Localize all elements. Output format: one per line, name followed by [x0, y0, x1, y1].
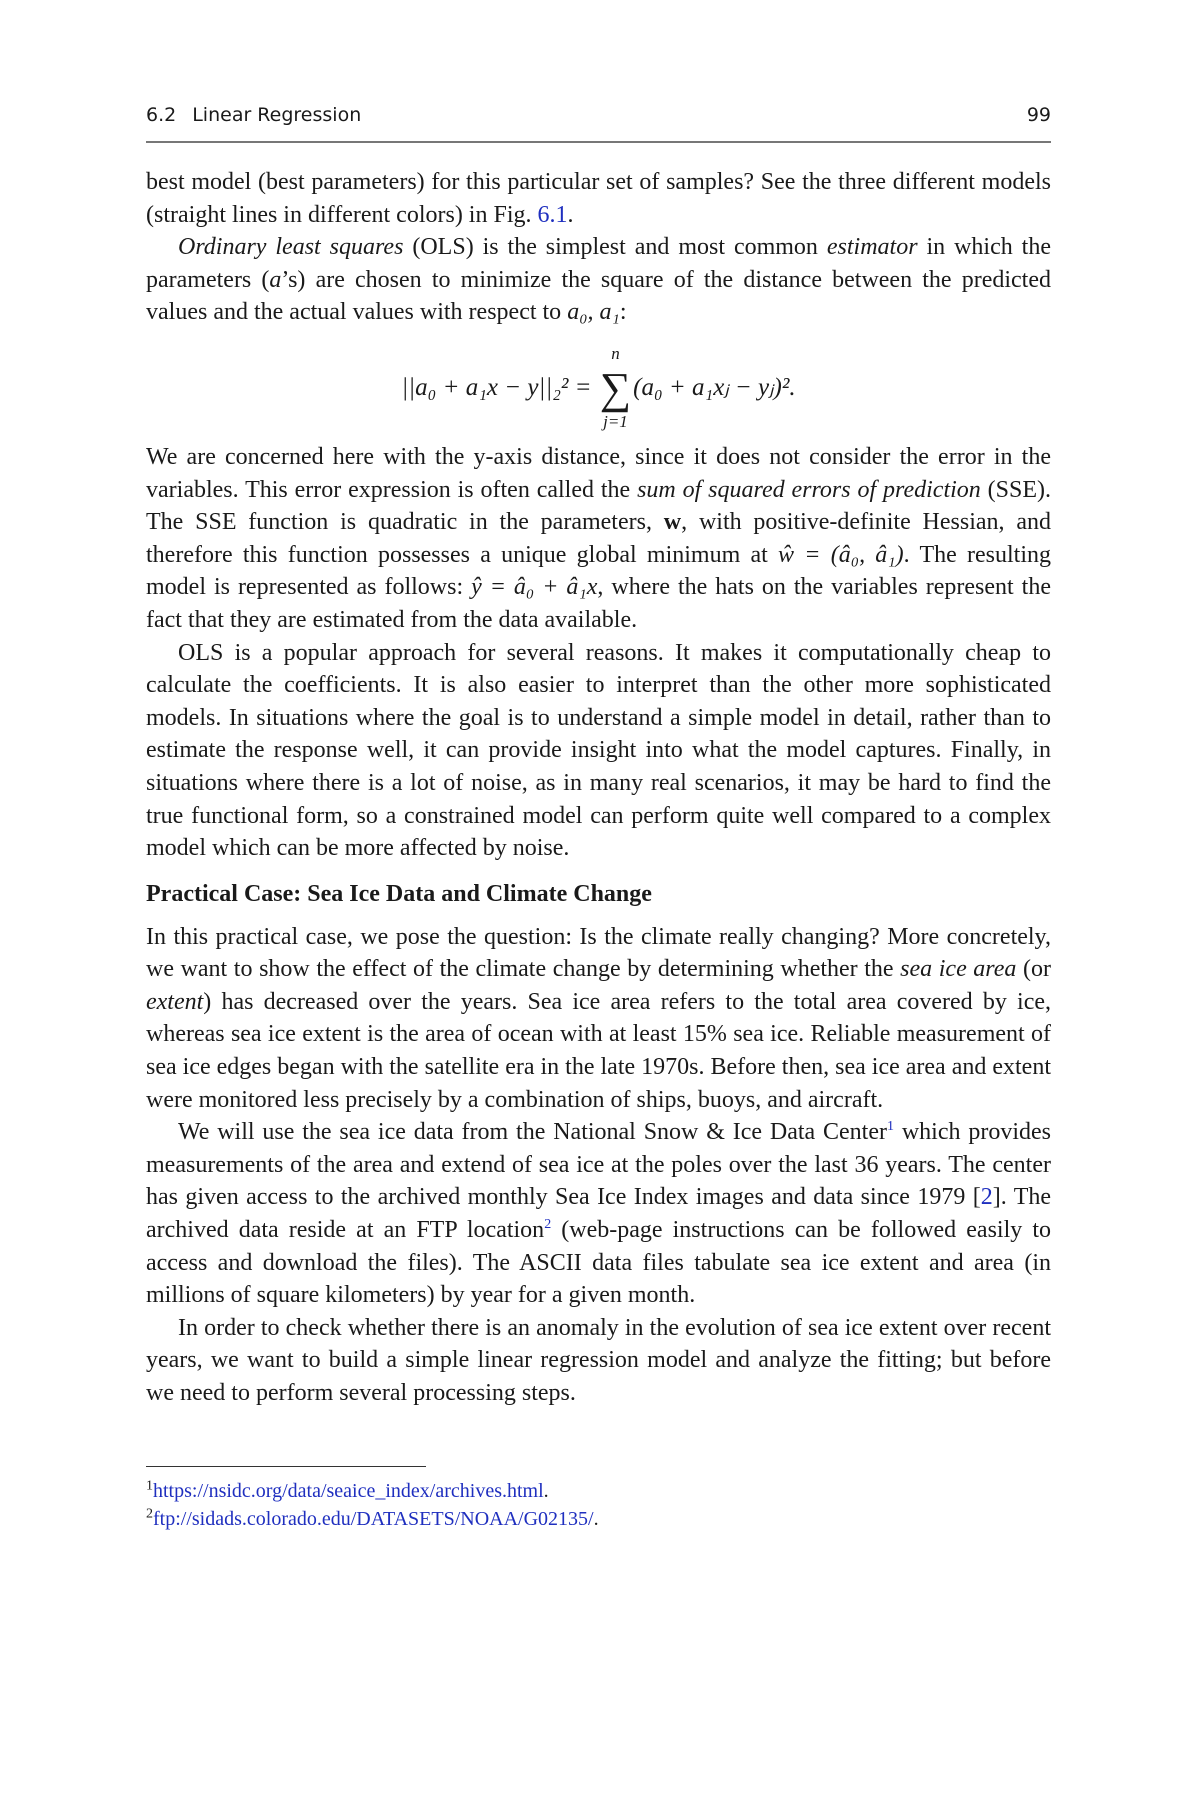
text: ’s) are chosen to minimize the square of the distance between the predicted values and the actual values with respect to — [146, 266, 1052, 326]
equation-rhs: (a₀ + a₁xⱼ − yⱼ)². — [633, 373, 796, 401]
text: in which the parameters ( — [146, 234, 1051, 293]
term-ols: Ordinary least squares — [178, 234, 404, 261]
sum-lower: j=1 — [603, 411, 628, 431]
text: : — [619, 299, 627, 326]
page-number: 99 — [1026, 104, 1051, 126]
paragraph-5 — [146, 921, 1051, 1117]
footnote-1 — [146, 1477, 1051, 1505]
paragraph-7: In order to check whether there is an anomaly in the evolution of sea ice extent over recent years, we want to build a simple linear regression model and analyze the fitting; but before we need to perform several processing steps. — [146, 1314, 1051, 1406]
running-header — [146, 104, 1051, 126]
section-heading: Practical Case: Sea Ice Data and Climate Change — [146, 880, 652, 907]
text: ) has decreased over the years. Sea ice area refers to the total area covered by ice, whereas sea ice extent is the area of ocean with at least 15% sea ice. Reliable measurement of sea ice edges began with the satellite era in the late 1970s. Before then, sea ice area and extent were monitored less precisely by a combination of ships, buoys, and aircraft. — [146, 988, 1051, 1113]
text: . — [543, 1479, 549, 1502]
figure-link[interactable]: 6.1 — [537, 201, 568, 228]
text: (web-page instructions can be followed easily to access and download the files). The ASCII data files tabulate sea ice extent and area (in millions of square kilometers) by year for a given month. — [146, 1217, 1052, 1309]
math: ŷ = â₀ + â₁x — [471, 574, 598, 601]
math: ŵ = (â₀, â₁) — [778, 541, 904, 568]
footnotes — [146, 1466, 1051, 1573]
paragraph-3 — [146, 441, 1051, 637]
footnote-2 — [146, 1505, 1051, 1533]
citation-link[interactable]: 2 — [980, 1184, 993, 1211]
footnote-link[interactable]: ftp://sidads.colorado.edu/DATASETS/NOAA/G02135/ — [153, 1507, 594, 1530]
footnote-rule — [146, 1466, 426, 1467]
paragraph-2 — [146, 231, 1051, 329]
footnote-ref-2[interactable]: 2 — [544, 1217, 552, 1233]
equation-lhs: ||a₀ + a₁x − y||₂² = — [401, 373, 598, 401]
text: best model (best parameters) for this particular set of samples? See the three different models (straight lines in different colors) in Fig. — [146, 169, 1051, 228]
text: We will use the sea ice data from the National Snow & Ice Data Center — [178, 1119, 887, 1146]
text: (OLS) is the simplest and most common — [403, 234, 827, 261]
page-body — [146, 166, 1051, 1410]
text: , with positive-definite Hessian, and therefore this function possesses a unique global minimum at — [146, 509, 1052, 568]
term-sse: sum of squared errors of prediction — [637, 476, 981, 503]
paragraph-4: OLS is a popular approach for several reasons. It makes it computationally cheap to calculate the coefficients. It is also easier to interpret than the other more sophisticated models. In situations where the goal is to understand a simple model in detail, rather than to estimate the response well, it can provide insight into what the model captures. Finally, in situations where there is a lot of noise, as in many real scenarios, it may be hard to find the true functional form, so a constrained model can perform quite well compared to a complex model which can be more affected by noise. — [146, 639, 1051, 862]
sum-symbol — [599, 343, 632, 431]
text: . — [593, 1507, 599, 1530]
text: . — [567, 201, 574, 228]
term-estimator: estimator — [826, 234, 918, 261]
text: (or — [1016, 956, 1051, 983]
text: We are concerned here with the y-axis distance, since it does not consider the error in the variables. This error expression is often called the — [146, 443, 1051, 503]
section-title: Linear Regression — [192, 104, 362, 126]
paragraph-1 — [146, 166, 1051, 231]
footnote-number: 2 — [146, 1505, 153, 1521]
header-rule — [146, 141, 1051, 143]
footnote-link[interactable]: https://nsidc.org/data/seaice_index/archives.html — [153, 1479, 544, 1502]
text: . The resulting model is represented as follows: — [146, 541, 1052, 601]
footnote-number: 1 — [146, 1477, 153, 1493]
term: extent — [146, 988, 204, 1015]
text: (SSE). The SSE function is quadratic in the parameters, — [146, 476, 1051, 536]
text: In this practical case, we pose the question: Is the climate really changing? More concretely, we want to show the effect of the climate change by determining whether the — [146, 923, 1051, 983]
term: sea ice area — [900, 956, 1017, 983]
footnote-ref-1[interactable]: 1 — [887, 1119, 894, 1135]
math: a₀, a₁ — [567, 299, 620, 326]
sum-upper: n — [611, 343, 620, 363]
math: w — [663, 509, 682, 536]
paragraph-6 — [146, 1116, 1051, 1312]
page-column — [146, 166, 1051, 1573]
section-number: 6.2 — [146, 104, 177, 126]
text: which provides measurements of the area and extend of sea ice at the poles over the last 36 years. The center has given access to the archived monthly Sea Ice Index images and data since 1979 [ — [146, 1119, 1051, 1211]
sigma: ∑ — [599, 363, 632, 413]
equation — [146, 329, 1051, 441]
math: a — [269, 266, 282, 293]
text: ]. The archived data reside at an FTP location — [146, 1184, 1052, 1244]
text: , where the hats on the variables represent the fact that they are estimated from the data available. — [146, 574, 1052, 633]
